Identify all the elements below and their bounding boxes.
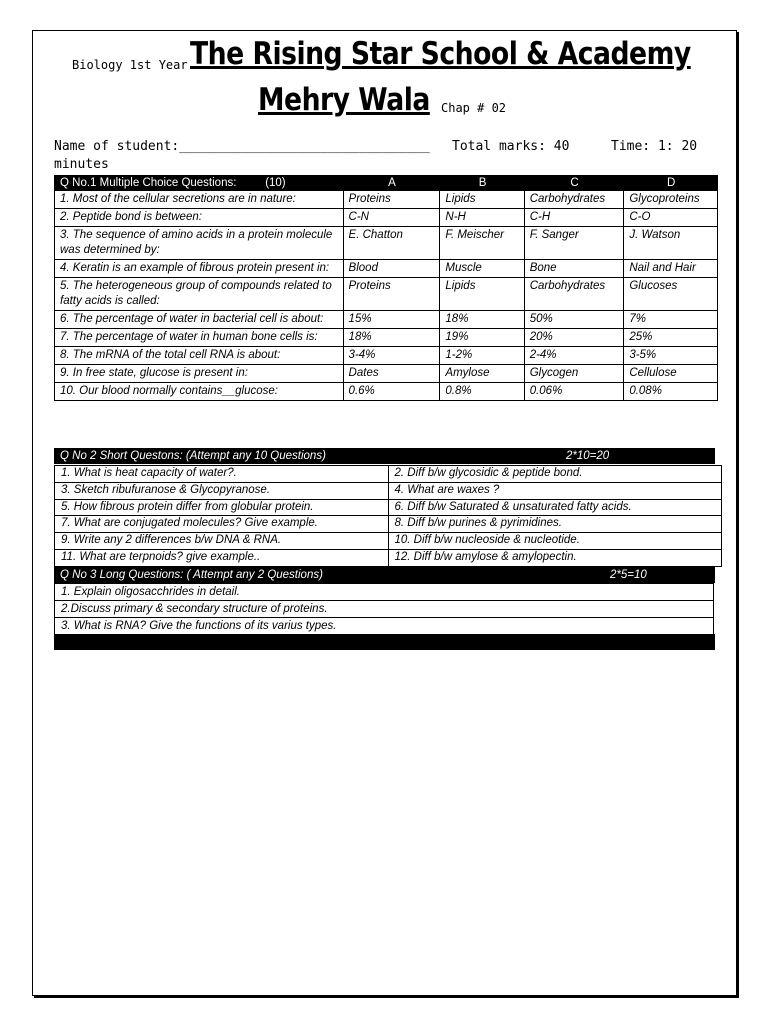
short-question: 6. Diff b/w Saturated & unsaturated fatty acids. [388,499,722,516]
short-questions-marks: 2*10=20 [566,450,610,462]
question: 5. The heterogeneous group of compounds related to fatty acids is called: [55,278,344,311]
option-a: 0.6% [343,383,440,401]
option-a: C-N [343,209,440,227]
option-b: 19% [440,329,524,347]
question: 1. Most of the cellular secretions are in nature: [55,191,344,209]
option-c: 20% [524,329,624,347]
option-a: Proteins [343,191,440,209]
option-b: F. Meischer [440,227,524,260]
short-questions-header [54,448,715,464]
question: 4. Keratin is an example of fibrous protein present in: [55,260,344,278]
option-b: Lipids [440,278,524,311]
option-d: 0.08% [624,383,718,401]
long-questions-header [54,567,715,583]
short-question: 9. Write any 2 differences b/w DNA & RNA. [55,533,389,550]
option-d: C-O [624,209,718,227]
mcq-row [55,209,718,227]
school-location: Mehry Wala [258,82,430,118]
school-name: The Rising Star School & Academy [190,36,691,72]
long-question: 1. Explain oligosacchrides in detail. [55,584,714,601]
option-d: Cellulose [624,365,718,383]
option-a: 3-4% [343,347,440,365]
option-a: Blood [343,260,440,278]
short-question-row [55,482,722,499]
mcq-row [55,347,718,365]
student-name-blank: ________________________________ [179,139,430,154]
mcq-row [55,329,718,347]
short-question-row [55,499,722,516]
option-b: Muscle [440,260,524,278]
mcq-table [54,175,718,401]
option-c: 2-4% [524,347,624,365]
option-d: Nail and Hair [624,260,718,278]
option-d: 7% [624,311,718,329]
option-header-a: A [343,176,440,191]
short-question: 11. What are terpnoids? give example.. [55,549,389,566]
short-question-row [55,549,722,566]
option-a: 15% [343,311,440,329]
question: 10. Our blood normally contains__glucose: [55,383,344,401]
option-header-b: B [440,176,524,191]
option-c: 0.06% [524,383,624,401]
option-a: E. Chatton [343,227,440,260]
question: 2. Peptide bond is between: [55,209,344,227]
short-question-row [55,533,722,550]
long-question: 2.Discuss primary & secondary structure of proteins. [55,601,714,618]
short-question: 3. Sketch ribufuranose & Glycopyranose. [55,482,389,499]
option-b: Lipids [440,191,524,209]
short-question: 2. Diff b/w glycosidic & peptide bond. [388,466,722,483]
short-questions-title: Q No 2 Short Questons: (Attempt any 10 Questions) [60,450,326,462]
option-d: 25% [624,329,718,347]
option-b: Amylose [440,365,524,383]
mcq-row [55,311,718,329]
short-question: 8. Diff b/w purines & pyrimidines. [388,516,722,533]
question: 6. The percentage of water in bacterial cell is about: [55,311,344,329]
option-b: 1-2% [440,347,524,365]
option-d: Glucoses [624,278,718,311]
question: 8. The mRNA of the total cell RNA is about: [55,347,344,365]
option-a: Proteins [343,278,440,311]
option-c: Glycogen [524,365,624,383]
option-c: 50% [524,311,624,329]
mcq-row [55,365,718,383]
long-question: 3. What is RNA? Give the functions of its varius types. [55,618,714,635]
short-question: 10. Diff b/w nucleoside & nucleotide. [388,533,722,550]
mcq-title: Q No.1 Multiple Choice Questions: (10) [55,176,344,191]
option-b: 18% [440,311,524,329]
time-unit: minutes [54,157,109,172]
mcq-row [55,227,718,260]
chapter-label: Chap # 02 [441,101,507,115]
long-questions-title: Q No 3 Long Questions: ( Attempt any 2 Questions) [60,569,323,581]
long-question-row [55,618,714,635]
option-b: N-H [440,209,524,227]
option-c: Carbohydrates [524,278,624,311]
long-questions-marks: 2*5=10 [610,569,647,581]
option-b: 0.8% [440,383,524,401]
option-d: J. Watson [624,227,718,260]
mcq-row [55,260,718,278]
question: 7. The percentage of water in human bone cells is: [55,329,344,347]
section-end-bar [54,634,715,650]
student-name-field[interactable] [54,138,430,156]
option-c: C-H [524,209,624,227]
student-name-label: Name of student: [54,139,180,154]
question: 9. In free state, glucose is present in: [55,365,344,383]
long-question-row [55,601,714,618]
short-questions-table [54,465,722,567]
short-question: 5. How fibrous protein differ from globular protein. [55,499,389,516]
mcq-row [55,278,718,311]
short-question: 4. What are waxes ? [388,482,722,499]
long-questions-table [54,583,714,635]
option-header-c: C [524,176,624,191]
long-question-row [55,584,714,601]
mcq-row [55,383,718,401]
option-a: 18% [343,329,440,347]
short-question: 7. What are conjugated molecules? Give example. [55,516,389,533]
mcq-header-row [55,176,718,191]
subject-label: Biology 1st Year [72,58,188,72]
option-c: Bone [524,260,624,278]
option-c: F. Sanger [524,227,624,260]
mcq-row [55,191,718,209]
total-marks: Total marks: 40 [452,139,570,154]
short-question-row [55,466,722,483]
short-question: 1. What is heat capacity of water?. [55,466,389,483]
short-question: 12. Diff b/w amylose & amylopectin. [388,549,722,566]
question: 3. The sequence of amino acids in a protein molecule was determined by: [55,227,344,260]
option-d: Glycoproteins [624,191,718,209]
option-header-d: D [624,176,718,191]
option-c: Carbohydrates [524,191,624,209]
short-question-row [55,516,722,533]
option-a: Dates [343,365,440,383]
option-d: 3-5% [624,347,718,365]
time-allowed: Time: 1: 20 [611,139,698,154]
